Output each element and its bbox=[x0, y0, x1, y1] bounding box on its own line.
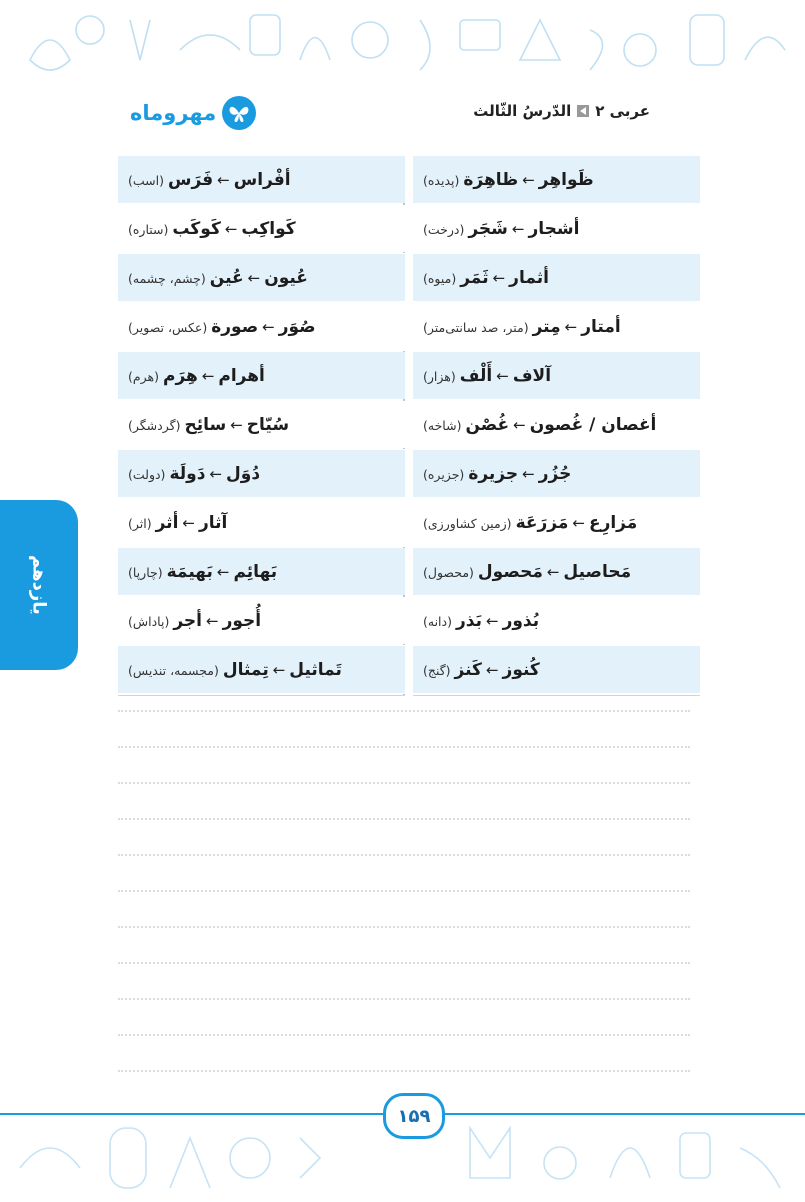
arrow-icon: ← bbox=[209, 464, 223, 483]
vocab-row bbox=[118, 450, 405, 497]
note-line bbox=[118, 710, 690, 712]
vocab-column-right bbox=[413, 156, 700, 696]
arrow-icon: ← bbox=[492, 268, 506, 287]
meaning-text: (دولت) bbox=[128, 466, 166, 482]
meaning-text: (شاخه) bbox=[423, 417, 462, 433]
arrow-icon: ← bbox=[272, 660, 286, 679]
singular-word: بَذر bbox=[455, 610, 482, 631]
note-line bbox=[118, 746, 690, 748]
arrow-icon: ← bbox=[262, 317, 275, 336]
meaning-text: (متر، صد سانتی‌متر) bbox=[423, 319, 529, 335]
vocab-row bbox=[413, 254, 700, 301]
meaning-text: (اثر) bbox=[128, 515, 152, 531]
note-lines bbox=[118, 700, 690, 1072]
note-line bbox=[118, 854, 690, 856]
arrow-icon: ← bbox=[485, 611, 499, 630]
vocab-row bbox=[118, 352, 405, 399]
arrow-icon: ← bbox=[182, 513, 195, 532]
arrow-icon: ← bbox=[496, 366, 509, 385]
singular-word: صورة bbox=[211, 316, 259, 337]
arrow-icon: ← bbox=[572, 513, 585, 532]
meaning-text: (زمین کشاورزی) bbox=[423, 515, 512, 531]
meaning-text: (درخت) bbox=[423, 221, 465, 237]
arrow-icon: ← bbox=[522, 464, 535, 483]
singular-word: بَهيمَة bbox=[166, 561, 213, 582]
brand-logo bbox=[130, 96, 256, 130]
page-number: ۱۵۹ bbox=[383, 1093, 445, 1139]
vocab-row bbox=[413, 548, 700, 595]
meaning-text: (ستاره) bbox=[128, 221, 169, 237]
vocab-row bbox=[118, 548, 405, 595]
plural-word: أشجار bbox=[528, 218, 580, 239]
plural-word: أهرام bbox=[218, 365, 265, 386]
singular-word: كَنز bbox=[454, 659, 482, 680]
plural-word: آثار bbox=[198, 512, 228, 533]
note-line bbox=[118, 890, 690, 892]
note-line bbox=[118, 1034, 690, 1036]
plural-word: بَهائِم bbox=[233, 561, 278, 582]
vocab-row bbox=[413, 156, 700, 203]
arrow-icon: ← bbox=[224, 219, 238, 238]
note-line bbox=[118, 782, 690, 784]
meaning-text: (گردشگر) bbox=[128, 417, 181, 433]
plural-word: عُيون bbox=[264, 267, 308, 288]
vocab-row bbox=[118, 646, 405, 693]
page-header bbox=[120, 92, 690, 142]
singular-word: ثَمَر bbox=[460, 267, 489, 288]
meaning-text: (هرم) bbox=[128, 368, 159, 384]
arrow-icon: ← bbox=[216, 562, 230, 581]
vocab-column-left bbox=[118, 156, 405, 696]
plural-word: كَواكِب bbox=[241, 218, 296, 239]
butterfly-icon bbox=[222, 96, 256, 130]
plural-word: ظَواهِر bbox=[538, 169, 594, 190]
vocab-row bbox=[118, 401, 405, 448]
note-line bbox=[118, 818, 690, 820]
grade-label: یازدهم bbox=[28, 555, 50, 615]
vocab-row bbox=[413, 646, 700, 693]
meaning-text: (هزار) bbox=[423, 368, 456, 384]
singular-word: عُين bbox=[209, 267, 244, 288]
plural-word: مَزارِع bbox=[588, 512, 638, 533]
meaning-text: (چارپا) bbox=[128, 564, 163, 580]
note-line bbox=[118, 926, 690, 928]
triangle-marker-icon bbox=[577, 105, 589, 117]
plural-word: دُوَل bbox=[226, 463, 261, 484]
lesson-heading bbox=[473, 102, 650, 120]
arrow-icon: ← bbox=[513, 415, 526, 434]
singular-word: جزيرة bbox=[468, 463, 519, 484]
singular-word: كَوكَب bbox=[172, 218, 221, 239]
singular-word: أثر bbox=[155, 512, 179, 533]
vocab-row bbox=[118, 499, 405, 546]
plural-word: أثمار bbox=[509, 267, 549, 288]
plural-word: أمتار bbox=[581, 316, 621, 337]
arrow-icon: ← bbox=[206, 611, 219, 630]
plural-word: كُنوز bbox=[502, 659, 540, 680]
meaning-text: (پاداش) bbox=[128, 613, 170, 629]
singular-word: مَحصول bbox=[477, 561, 543, 582]
plural-word: تَماثيل bbox=[289, 659, 342, 680]
arrow-icon: ← bbox=[564, 317, 578, 336]
arrow-icon: ← bbox=[485, 660, 499, 679]
arrow-icon: ← bbox=[546, 562, 560, 581]
arrow-icon: ← bbox=[511, 219, 525, 238]
arrow-icon: ← bbox=[217, 170, 230, 189]
vocab-row bbox=[413, 303, 700, 350]
singular-word: سائِح bbox=[184, 414, 227, 435]
singular-word: مَزرَعَة bbox=[515, 512, 569, 533]
note-line bbox=[118, 962, 690, 964]
meaning-text: (گنج) bbox=[423, 662, 451, 678]
vocab-row bbox=[118, 205, 405, 252]
vocab-row bbox=[413, 401, 700, 448]
singular-word: تِمثال bbox=[222, 659, 269, 680]
arrow-icon: ← bbox=[247, 268, 261, 287]
meaning-text: (میوه) bbox=[423, 270, 457, 286]
vocab-row bbox=[413, 597, 700, 644]
brand-name: مهروماه bbox=[130, 101, 217, 125]
vocab-row bbox=[118, 254, 405, 301]
note-line bbox=[118, 998, 690, 1000]
singular-word: فَرَس bbox=[167, 169, 214, 190]
plural-word: أُجور bbox=[222, 610, 262, 631]
vocab-row bbox=[413, 352, 700, 399]
singular-word: هِرَم bbox=[162, 365, 198, 386]
meaning-text: (مجسمه، تندیس) bbox=[128, 662, 219, 678]
plural-word: أغصان / غُصون bbox=[529, 414, 657, 435]
plural-word: مَحاصيل bbox=[563, 561, 632, 582]
singular-word: أجر bbox=[173, 610, 202, 631]
plural-word: صُوَر bbox=[278, 316, 316, 337]
subject-label: عربی ۲ bbox=[595, 102, 650, 120]
vocab-row bbox=[413, 499, 700, 546]
plural-word: سُيّاح bbox=[246, 414, 290, 435]
singular-word: مِتر bbox=[532, 316, 561, 337]
arrow-icon: ← bbox=[522, 170, 535, 189]
meaning-text: (پدیده) bbox=[423, 172, 460, 188]
singular-word: شَجَر bbox=[468, 218, 508, 239]
singular-word: غُصْن bbox=[465, 414, 510, 435]
plural-word: جُزُر bbox=[538, 463, 572, 484]
meaning-text: (جزیره) bbox=[423, 466, 465, 482]
lesson-title: الدّرسُ الثّالث bbox=[473, 102, 572, 120]
vocab-row bbox=[413, 450, 700, 497]
grade-side-tab bbox=[0, 500, 78, 670]
plural-word: بُذور bbox=[502, 610, 540, 631]
singular-word: ظاهِرَة bbox=[463, 169, 519, 190]
meaning-text: (چشم، چشمه) bbox=[128, 270, 206, 286]
vocab-row bbox=[413, 205, 700, 252]
arrow-icon: ← bbox=[230, 415, 243, 434]
meaning-text: (عکس، تصویر) bbox=[128, 319, 208, 335]
singular-word: أَلْف bbox=[459, 365, 493, 386]
singular-word: دَولَة bbox=[169, 463, 206, 484]
plural-word: أفْراس bbox=[233, 169, 291, 190]
vocab-row bbox=[118, 597, 405, 644]
vocab-row bbox=[118, 156, 405, 203]
arrow-icon: ← bbox=[201, 366, 215, 385]
plural-word: آلاف bbox=[512, 365, 552, 386]
note-line bbox=[118, 1070, 690, 1072]
meaning-text: (محصول) bbox=[423, 564, 474, 580]
meaning-text: (اسب) bbox=[128, 172, 164, 188]
vocab-row bbox=[118, 303, 405, 350]
meaning-text: (دانه) bbox=[423, 613, 452, 629]
